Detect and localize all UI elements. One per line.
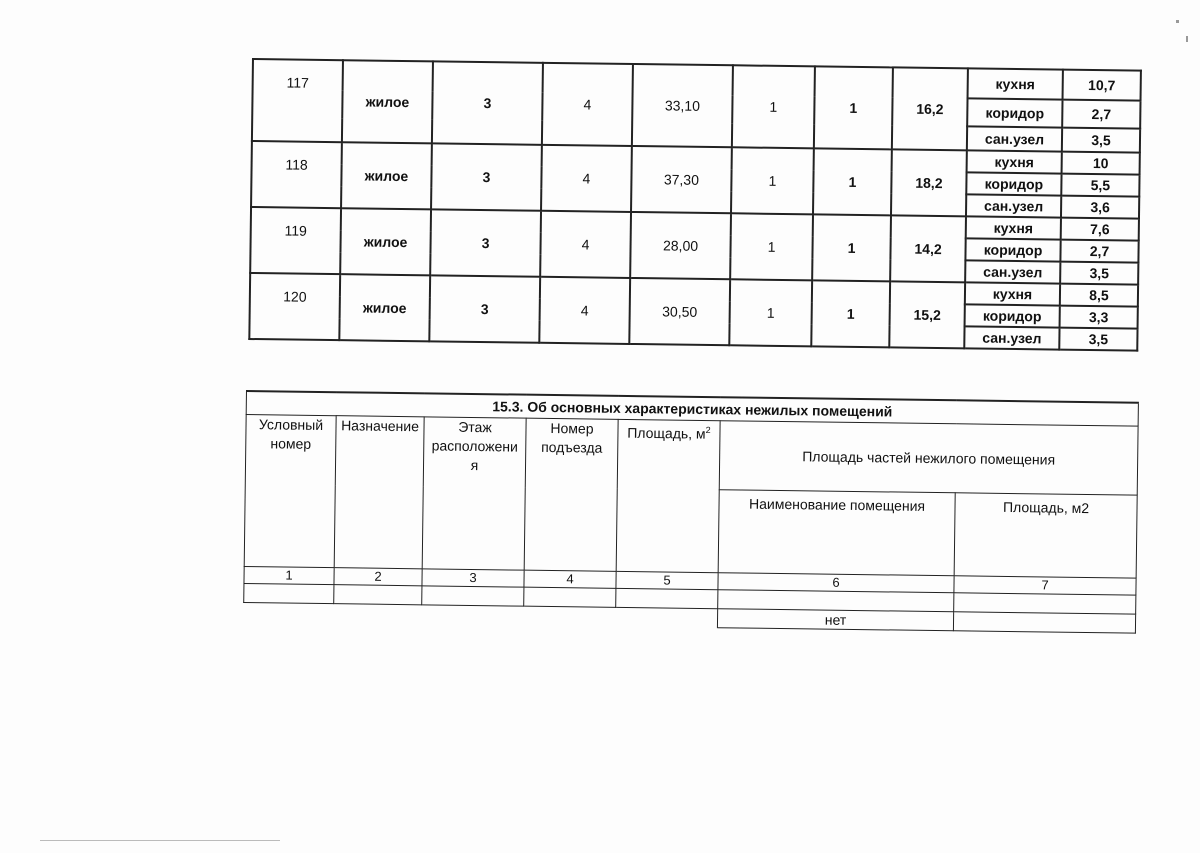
room-part-name: коридор xyxy=(965,238,1060,261)
header-conditional-number: Условный номер xyxy=(244,415,336,568)
apartment-number: 118 xyxy=(251,141,342,208)
column-index: 7 xyxy=(954,576,1136,595)
header-entrance-number: Номер подъезда xyxy=(524,418,618,571)
apartment-entrance: 4 xyxy=(542,63,633,146)
apartment-floor: 3 xyxy=(429,275,540,342)
room-part-area: 3,6 xyxy=(1061,196,1139,219)
room-part-area: 5,5 xyxy=(1061,174,1139,197)
residential-table-body xyxy=(249,59,1141,351)
room-part-area: 10 xyxy=(1062,152,1140,175)
apartment-living-rooms: 1 xyxy=(811,280,890,347)
room-part-area: 3,5 xyxy=(1062,128,1140,153)
header-parts-group: Площадь частей нежилого помещения xyxy=(719,421,1138,495)
apartment-number: 120 xyxy=(249,273,340,340)
room-part-name: сан.узел xyxy=(964,326,1059,349)
room-part-area: 10,7 xyxy=(1063,70,1141,101)
room-part-name: кухня xyxy=(966,216,1061,239)
nonresidential-premises-table xyxy=(243,390,1139,634)
apartment-purpose: жилое xyxy=(340,208,431,275)
apartment-entrance: 4 xyxy=(539,277,630,344)
room-part-name: кухня xyxy=(967,150,1062,173)
apartment-number: 117 xyxy=(252,59,343,142)
column-index: 4 xyxy=(524,570,616,588)
apartment-floor: 3 xyxy=(431,143,542,210)
apartment-living-area: 15,2 xyxy=(889,281,965,348)
room-part-name: коридор xyxy=(966,172,1061,195)
room-part-area: 2,7 xyxy=(1062,100,1140,129)
header-room-name: Наименование помещения xyxy=(718,490,955,576)
header-purpose: Назначение xyxy=(334,416,424,569)
apartment-purpose: жилое xyxy=(339,274,430,341)
scan-speck xyxy=(1176,20,1179,23)
room-part-area: 3,5 xyxy=(1059,328,1137,351)
scan-speck xyxy=(1186,36,1188,42)
residential-premises-table xyxy=(248,58,1142,352)
apartment-rooms: 1 xyxy=(731,147,814,214)
column-index: 5 xyxy=(616,571,718,589)
residential-row xyxy=(253,59,1141,101)
apartment-living-area: 16,2 xyxy=(892,67,968,150)
apartment-floor: 3 xyxy=(432,61,543,144)
apartment-living-area: 18,2 xyxy=(891,149,967,216)
room-part-area: 3,5 xyxy=(1060,262,1138,285)
column-index: 6 xyxy=(718,573,954,593)
apartment-rooms: 1 xyxy=(730,213,813,280)
apartment-living-area: 14,2 xyxy=(890,215,966,282)
room-part-name: кухня xyxy=(968,68,1063,99)
column-index: 3 xyxy=(422,569,524,587)
apartment-number: 119 xyxy=(250,207,341,274)
header-area-sup: 2 xyxy=(705,425,711,436)
room-part-name: коридор xyxy=(967,98,1062,127)
apartment-purpose: жилое xyxy=(342,60,433,143)
no-premises-value: нет xyxy=(717,609,953,631)
header-area-label: Площадь, м xyxy=(627,424,706,442)
section-title: 15.3. Об основных характеристиках нежилых помещений xyxy=(246,391,1138,426)
room-part-area: 7,6 xyxy=(1061,218,1139,241)
room-part-area: 8,5 xyxy=(1060,284,1138,307)
apartment-area: 28,00 xyxy=(630,212,731,279)
apartment-rooms: 1 xyxy=(729,279,812,346)
apartment-purpose: жилое xyxy=(341,142,432,209)
room-part-name: сан.узел xyxy=(967,126,1062,151)
room-part-area: 2,7 xyxy=(1060,240,1138,263)
column-index: 1 xyxy=(244,566,334,584)
room-part-name: сан.узел xyxy=(966,194,1061,217)
header-area xyxy=(616,419,720,572)
header-floor-location: Этаж расположени я xyxy=(422,417,526,570)
apartment-living-rooms: 1 xyxy=(812,214,891,281)
apartment-entrance: 4 xyxy=(541,145,632,212)
apartment-floor: 3 xyxy=(430,209,541,276)
header-room-area: Площадь, м2 xyxy=(954,493,1137,578)
apartment-area: 30,50 xyxy=(629,278,730,345)
apartment-area: 33,10 xyxy=(632,64,733,147)
room-part-name: коридор xyxy=(965,304,1060,327)
apartment-rooms: 1 xyxy=(732,65,815,148)
apartment-entrance: 4 xyxy=(540,211,631,278)
room-part-area: 3,3 xyxy=(1060,306,1138,329)
scan-edge-line xyxy=(40,840,280,841)
apartment-living-rooms: 1 xyxy=(814,66,893,149)
column-index: 2 xyxy=(334,568,422,586)
room-part-name: кухня xyxy=(965,282,1060,305)
apartment-living-rooms: 1 xyxy=(813,148,892,215)
room-part-name: сан.узел xyxy=(965,260,1060,283)
header-row xyxy=(245,415,1138,496)
apartment-area: 37,30 xyxy=(631,146,732,213)
